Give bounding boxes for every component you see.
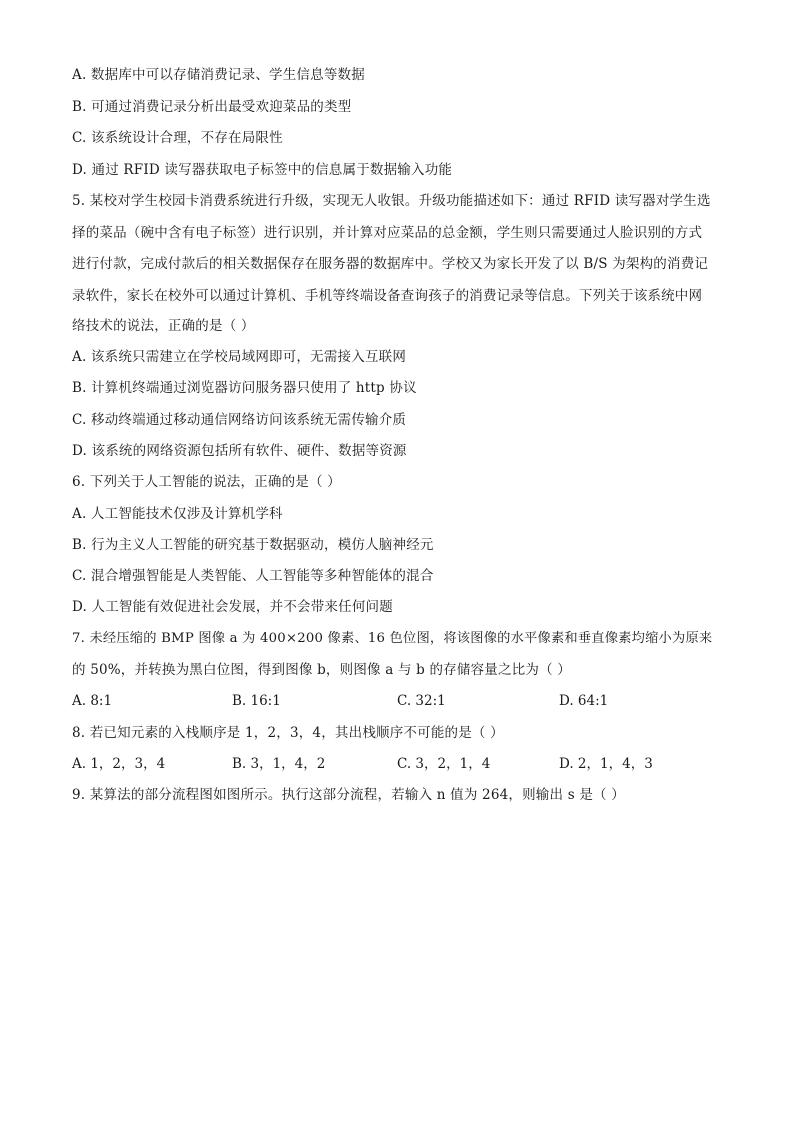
q8-option-c: C. 3，2，1，4	[397, 756, 491, 772]
q7-option-a: A. 8:1	[72, 693, 113, 709]
q5-option-c: C. 移动终端通过移动通信网络访问该系统无需传输介质	[72, 412, 407, 428]
q4-option-d: D. 通过 RFID 读写器获取电子标签中的信息属于数据输入功能	[72, 162, 453, 178]
q8-option-a: A. 1，2，3，4	[72, 756, 166, 772]
q6-option-d: D. 人工智能有效促进社会发展，并不会带来任何问题	[72, 599, 393, 615]
q7-stem-line-2: 的 50%，并转换为黑白位图，得到图像 b，则图像 a 与 b 的存储容量之比为（ ）	[72, 662, 571, 678]
q5-stem-line-2: 择的菜品（碗中含有电子标签）进行识别，并计算对应菜品的总金额，学生则只需要通过人脸识别的方式	[72, 225, 703, 241]
q4-option-c: C. 该系统设计合理，不存在局限性	[72, 130, 283, 146]
q9-stem: 9. 某算法的部分流程图如图所示。执行这部分流程，若输入 n 值为 264，则输出 s 是（ ）	[72, 787, 625, 803]
q6-option-b: B. 行为主义人工智能的研究基于数据驱动，模仿人脑神经元	[72, 537, 434, 553]
q7-stem-line-1: 7. 未经压缩的 BMP 图像 a 为 400×200 像素、16 色位图，将该图像的水平像素和垂直像素均缩小为原来	[72, 631, 713, 646]
q8-option-b: B. 3，1，4，2	[232, 756, 326, 772]
q5-option-d: D. 该系统的网络资源包括所有软件、硬件、数据等资源	[72, 443, 407, 459]
q4-option-b: B. 可通过消费记录分析出最受欢迎菜品的类型	[72, 99, 352, 115]
q5-stem-line-4: 录软件，家长在校外可以通过计算机、手机等终端设备查询孩子的消费记录等信息。下列关于该系统中网	[72, 288, 703, 304]
q8-option-d: D. 2，1，4，3	[559, 756, 653, 772]
q5-stem-line-1: 5. 某校对学生校园卡消费系统进行升级，实现无人收银。升级功能描述如下：通过 RFID 读写器对学生选	[72, 193, 711, 209]
q5-option-b: B. 计算机终端通过浏览器访问服务器只使用了 http 协议	[72, 380, 417, 396]
q5-stem-line-3: 进行付款，完成付款后的相关数据保存在服务器的数据库中。学校又为家长开发了以 B/S 为架构的消费记	[72, 256, 709, 272]
q7-option-c: C. 32:1	[397, 693, 446, 709]
q7-option-b: B. 16:1	[232, 693, 281, 709]
q7-option-d: D. 64:1	[559, 693, 609, 709]
q4-option-a: A. 数据库中可以存储消费记录、学生信息等数据	[72, 67, 365, 83]
q8-stem: 8. 若已知元素的入栈顺序是 1，2，3，4，其出栈顺序不可能的是（ ）	[72, 725, 504, 741]
q5-stem-line-5: 络技术的说法，正确的是（ ）	[72, 318, 255, 334]
q6-option-c: C. 混合增强智能是人类智能、人工智能等多种智能体的混合	[72, 568, 434, 584]
q6-option-a: A. 人工智能技术仅涉及计算机学科	[72, 506, 283, 522]
q6-stem: 6. 下列关于人工智能的说法，正确的是（ ）	[72, 474, 341, 490]
q5-option-a: A. 该系统只需建立在学校局域网即可，无需接入互联网	[72, 349, 407, 365]
